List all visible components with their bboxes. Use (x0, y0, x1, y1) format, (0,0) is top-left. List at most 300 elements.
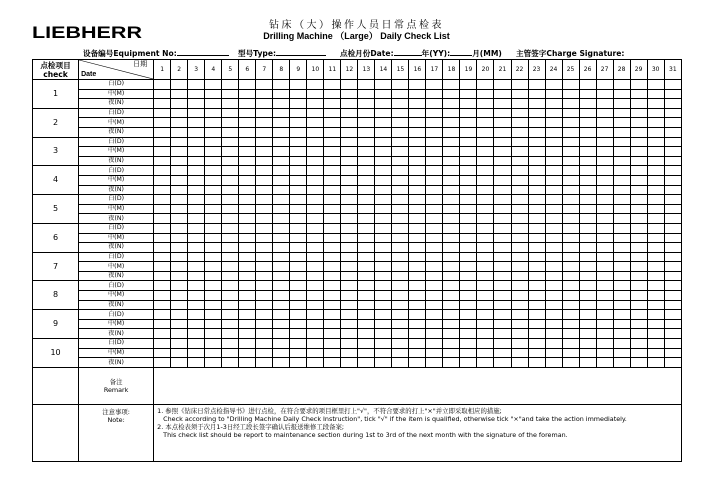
check-cell[interactable] (239, 127, 256, 137)
check-cell[interactable] (324, 204, 341, 214)
check-cell[interactable] (664, 89, 681, 99)
check-cell[interactable] (239, 89, 256, 99)
check-cell[interactable] (613, 214, 630, 224)
check-cell[interactable] (341, 291, 358, 301)
check-cell[interactable] (596, 166, 613, 176)
check-cell[interactable] (307, 233, 324, 243)
check-cell[interactable] (596, 127, 613, 137)
check-cell[interactable] (324, 233, 341, 243)
check-cell[interactable] (341, 348, 358, 358)
check-cell[interactable] (358, 156, 375, 166)
check-cell[interactable] (188, 204, 205, 214)
check-cell[interactable] (307, 271, 324, 281)
check-cell[interactable] (324, 300, 341, 310)
check-cell[interactable] (613, 147, 630, 157)
check-cell[interactable] (579, 319, 596, 329)
check-cell[interactable] (239, 319, 256, 329)
check-cell[interactable] (630, 291, 647, 301)
check-cell[interactable] (664, 156, 681, 166)
check-cell[interactable] (613, 204, 630, 214)
check-cell[interactable] (171, 127, 188, 137)
check-cell[interactable] (528, 137, 545, 147)
check-cell[interactable] (188, 108, 205, 118)
check-cell[interactable] (324, 137, 341, 147)
check-cell[interactable] (579, 118, 596, 128)
check-cell[interactable] (664, 243, 681, 253)
check-cell[interactable] (494, 147, 511, 157)
check-cell[interactable] (528, 204, 545, 214)
check-cell[interactable] (596, 118, 613, 128)
check-cell[interactable] (443, 195, 460, 205)
check-cell[interactable] (375, 137, 392, 147)
check-cell[interactable] (511, 214, 528, 224)
check-cell[interactable] (409, 127, 426, 137)
check-cell[interactable] (613, 118, 630, 128)
check-cell[interactable] (630, 339, 647, 349)
check-cell[interactable] (205, 252, 222, 262)
check-cell[interactable] (171, 204, 188, 214)
check-cell[interactable] (460, 89, 477, 99)
check-cell[interactable] (477, 80, 494, 90)
check-cell[interactable] (409, 137, 426, 147)
check-cell[interactable] (562, 108, 579, 118)
check-cell[interactable] (426, 108, 443, 118)
check-cell[interactable] (545, 310, 562, 320)
check-cell[interactable] (307, 243, 324, 253)
check-cell[interactable] (375, 118, 392, 128)
check-cell[interactable] (341, 195, 358, 205)
check-cell[interactable] (341, 252, 358, 262)
check-cell[interactable] (511, 118, 528, 128)
check-cell[interactable] (630, 271, 647, 281)
check-cell[interactable] (273, 310, 290, 320)
check-cell[interactable] (222, 137, 239, 147)
check-cell[interactable] (426, 233, 443, 243)
check-cell[interactable] (154, 118, 171, 128)
check-cell[interactable] (205, 185, 222, 195)
check-cell[interactable] (375, 108, 392, 118)
check-cell[interactable] (290, 281, 307, 291)
check-cell[interactable] (664, 195, 681, 205)
check-cell[interactable] (392, 319, 409, 329)
check-cell[interactable] (307, 262, 324, 272)
check-cell[interactable] (154, 80, 171, 90)
check-cell[interactable] (239, 214, 256, 224)
check-cell[interactable] (392, 175, 409, 185)
check-cell[interactable] (596, 137, 613, 147)
check-cell[interactable] (222, 223, 239, 233)
check-cell[interactable] (171, 89, 188, 99)
check-cell[interactable] (460, 339, 477, 349)
check-cell[interactable] (664, 329, 681, 339)
check-cell[interactable] (477, 214, 494, 224)
check-cell[interactable] (171, 147, 188, 157)
check-cell[interactable] (375, 262, 392, 272)
check-cell[interactable] (205, 319, 222, 329)
check-cell[interactable] (630, 195, 647, 205)
check-cell[interactable] (205, 358, 222, 368)
check-cell[interactable] (188, 214, 205, 224)
check-cell[interactable] (154, 243, 171, 253)
check-cell[interactable] (528, 195, 545, 205)
check-cell[interactable] (273, 348, 290, 358)
check-cell[interactable] (239, 185, 256, 195)
check-cell[interactable] (392, 185, 409, 195)
check-cell[interactable] (239, 223, 256, 233)
check-cell[interactable] (647, 329, 664, 339)
check-cell[interactable] (579, 223, 596, 233)
check-cell[interactable] (307, 300, 324, 310)
check-cell[interactable] (358, 223, 375, 233)
check-cell[interactable] (613, 223, 630, 233)
check-cell[interactable] (545, 262, 562, 272)
check-cell[interactable] (341, 99, 358, 109)
check-cell[interactable] (443, 291, 460, 301)
check-cell[interactable] (324, 329, 341, 339)
date-blank[interactable] (394, 48, 422, 56)
check-cell[interactable] (358, 271, 375, 281)
check-cell[interactable] (477, 300, 494, 310)
check-cell[interactable] (494, 127, 511, 137)
check-cell[interactable] (273, 319, 290, 329)
check-cell[interactable] (409, 329, 426, 339)
check-cell[interactable] (562, 223, 579, 233)
check-cell[interactable] (511, 291, 528, 301)
check-cell[interactable] (647, 271, 664, 281)
check-cell[interactable] (154, 185, 171, 195)
check-cell[interactable] (358, 127, 375, 137)
check-cell[interactable] (528, 99, 545, 109)
check-cell[interactable] (154, 195, 171, 205)
check-cell[interactable] (324, 214, 341, 224)
check-cell[interactable] (426, 204, 443, 214)
check-cell[interactable] (222, 358, 239, 368)
check-cell[interactable] (477, 118, 494, 128)
check-cell[interactable] (613, 310, 630, 320)
check-cell[interactable] (205, 166, 222, 176)
check-cell[interactable] (188, 252, 205, 262)
check-cell[interactable] (341, 319, 358, 329)
check-cell[interactable] (273, 243, 290, 253)
check-cell[interactable] (188, 233, 205, 243)
check-cell[interactable] (443, 339, 460, 349)
check-cell[interactable] (205, 147, 222, 157)
check-cell[interactable] (511, 156, 528, 166)
check-cell[interactable] (460, 310, 477, 320)
check-cell[interactable] (647, 118, 664, 128)
check-cell[interactable] (171, 233, 188, 243)
check-cell[interactable] (596, 271, 613, 281)
check-cell[interactable] (579, 252, 596, 262)
check-cell[interactable] (205, 223, 222, 233)
check-cell[interactable] (188, 118, 205, 128)
check-cell[interactable] (545, 233, 562, 243)
check-cell[interactable] (664, 300, 681, 310)
check-cell[interactable] (409, 339, 426, 349)
check-cell[interactable] (613, 137, 630, 147)
check-cell[interactable] (630, 185, 647, 195)
check-cell[interactable] (188, 175, 205, 185)
check-cell[interactable] (392, 127, 409, 137)
check-cell[interactable] (647, 319, 664, 329)
check-cell[interactable] (494, 99, 511, 109)
check-cell[interactable] (409, 319, 426, 329)
check-cell[interactable] (426, 118, 443, 128)
check-cell[interactable] (426, 281, 443, 291)
check-cell[interactable] (256, 89, 273, 99)
check-cell[interactable] (205, 291, 222, 301)
check-cell[interactable] (613, 300, 630, 310)
check-cell[interactable] (511, 358, 528, 368)
check-cell[interactable] (443, 252, 460, 262)
check-cell[interactable] (664, 252, 681, 262)
check-cell[interactable] (511, 127, 528, 137)
check-cell[interactable] (511, 137, 528, 147)
remark-input[interactable] (154, 367, 682, 404)
check-cell[interactable] (545, 80, 562, 90)
check-cell[interactable] (426, 223, 443, 233)
check-cell[interactable] (358, 348, 375, 358)
check-cell[interactable] (273, 252, 290, 262)
check-cell[interactable] (528, 329, 545, 339)
check-cell[interactable] (494, 223, 511, 233)
check-cell[interactable] (494, 118, 511, 128)
check-cell[interactable] (460, 127, 477, 137)
check-cell[interactable] (664, 262, 681, 272)
check-cell[interactable] (562, 281, 579, 291)
check-cell[interactable] (154, 175, 171, 185)
check-cell[interactable] (477, 348, 494, 358)
check-cell[interactable] (596, 80, 613, 90)
check-cell[interactable] (307, 204, 324, 214)
check-cell[interactable] (647, 147, 664, 157)
check-cell[interactable] (375, 156, 392, 166)
check-cell[interactable] (358, 214, 375, 224)
check-cell[interactable] (528, 310, 545, 320)
check-cell[interactable] (494, 175, 511, 185)
check-cell[interactable] (256, 214, 273, 224)
check-cell[interactable] (290, 137, 307, 147)
check-cell[interactable] (256, 127, 273, 137)
check-cell[interactable] (222, 204, 239, 214)
check-cell[interactable] (579, 156, 596, 166)
check-cell[interactable] (188, 223, 205, 233)
check-cell[interactable] (647, 339, 664, 349)
check-cell[interactable] (426, 166, 443, 176)
check-cell[interactable] (443, 166, 460, 176)
check-cell[interactable] (613, 281, 630, 291)
check-cell[interactable] (477, 147, 494, 157)
check-cell[interactable] (562, 262, 579, 272)
check-cell[interactable] (205, 339, 222, 349)
check-cell[interactable] (358, 319, 375, 329)
check-cell[interactable] (392, 329, 409, 339)
check-cell[interactable] (494, 108, 511, 118)
check-cell[interactable] (239, 271, 256, 281)
check-cell[interactable] (290, 223, 307, 233)
check-cell[interactable] (409, 348, 426, 358)
check-cell[interactable] (477, 291, 494, 301)
check-cell[interactable] (460, 233, 477, 243)
check-cell[interactable] (528, 300, 545, 310)
check-cell[interactable] (341, 214, 358, 224)
check-cell[interactable] (664, 214, 681, 224)
check-cell[interactable] (409, 99, 426, 109)
check-cell[interactable] (290, 329, 307, 339)
check-cell[interactable] (358, 262, 375, 272)
check-cell[interactable] (545, 147, 562, 157)
check-cell[interactable] (409, 204, 426, 214)
check-cell[interactable] (392, 262, 409, 272)
check-cell[interactable] (273, 118, 290, 128)
check-cell[interactable] (613, 175, 630, 185)
check-cell[interactable] (290, 310, 307, 320)
check-cell[interactable] (528, 243, 545, 253)
check-cell[interactable] (154, 108, 171, 118)
check-cell[interactable] (528, 147, 545, 157)
check-cell[interactable] (205, 80, 222, 90)
check-cell[interactable] (443, 262, 460, 272)
check-cell[interactable] (647, 300, 664, 310)
check-cell[interactable] (188, 156, 205, 166)
check-cell[interactable] (375, 185, 392, 195)
check-cell[interactable] (443, 329, 460, 339)
check-cell[interactable] (494, 185, 511, 195)
check-cell[interactable] (324, 252, 341, 262)
check-cell[interactable] (256, 300, 273, 310)
check-cell[interactable] (545, 175, 562, 185)
check-cell[interactable] (392, 156, 409, 166)
check-cell[interactable] (528, 214, 545, 224)
check-cell[interactable] (443, 80, 460, 90)
check-cell[interactable] (358, 99, 375, 109)
check-cell[interactable] (375, 358, 392, 368)
check-cell[interactable] (392, 271, 409, 281)
check-cell[interactable] (154, 348, 171, 358)
check-cell[interactable] (324, 185, 341, 195)
check-cell[interactable] (460, 252, 477, 262)
check-cell[interactable] (562, 175, 579, 185)
check-cell[interactable] (494, 195, 511, 205)
check-cell[interactable] (375, 339, 392, 349)
check-cell[interactable] (290, 233, 307, 243)
check-cell[interactable] (358, 195, 375, 205)
check-cell[interactable] (494, 310, 511, 320)
check-cell[interactable] (273, 175, 290, 185)
check-cell[interactable] (443, 223, 460, 233)
check-cell[interactable] (664, 127, 681, 137)
check-cell[interactable] (409, 175, 426, 185)
check-cell[interactable] (256, 358, 273, 368)
check-cell[interactable] (154, 156, 171, 166)
check-cell[interactable] (375, 281, 392, 291)
check-cell[interactable] (290, 127, 307, 137)
check-cell[interactable] (256, 223, 273, 233)
check-cell[interactable] (613, 89, 630, 99)
check-cell[interactable] (358, 329, 375, 339)
check-cell[interactable] (562, 118, 579, 128)
check-cell[interactable] (494, 214, 511, 224)
check-cell[interactable] (171, 243, 188, 253)
check-cell[interactable] (647, 127, 664, 137)
check-cell[interactable] (664, 99, 681, 109)
check-cell[interactable] (579, 358, 596, 368)
check-cell[interactable] (358, 80, 375, 90)
check-cell[interactable] (426, 319, 443, 329)
check-cell[interactable] (273, 214, 290, 224)
check-cell[interactable] (358, 147, 375, 157)
check-cell[interactable] (579, 262, 596, 272)
check-cell[interactable] (341, 271, 358, 281)
check-cell[interactable] (154, 204, 171, 214)
check-cell[interactable] (443, 271, 460, 281)
check-cell[interactable] (545, 281, 562, 291)
check-cell[interactable] (664, 339, 681, 349)
check-cell[interactable] (528, 80, 545, 90)
check-cell[interactable] (375, 195, 392, 205)
check-cell[interactable] (205, 233, 222, 243)
check-cell[interactable] (341, 310, 358, 320)
check-cell[interactable] (596, 281, 613, 291)
check-cell[interactable] (188, 339, 205, 349)
check-cell[interactable] (205, 127, 222, 137)
check-cell[interactable] (341, 175, 358, 185)
check-cell[interactable] (443, 89, 460, 99)
check-cell[interactable] (664, 291, 681, 301)
check-cell[interactable] (596, 147, 613, 157)
check-cell[interactable] (494, 252, 511, 262)
check-cell[interactable] (273, 358, 290, 368)
check-cell[interactable] (545, 156, 562, 166)
check-cell[interactable] (528, 185, 545, 195)
check-cell[interactable] (545, 358, 562, 368)
check-cell[interactable] (494, 281, 511, 291)
check-cell[interactable] (647, 252, 664, 262)
check-cell[interactable] (545, 108, 562, 118)
check-cell[interactable] (392, 214, 409, 224)
check-cell[interactable] (443, 204, 460, 214)
check-cell[interactable] (426, 137, 443, 147)
check-cell[interactable] (426, 358, 443, 368)
check-cell[interactable] (222, 262, 239, 272)
check-cell[interactable] (477, 339, 494, 349)
check-cell[interactable] (511, 339, 528, 349)
check-cell[interactable] (460, 262, 477, 272)
check-cell[interactable] (358, 166, 375, 176)
year-blank[interactable] (450, 48, 472, 56)
check-cell[interactable] (273, 204, 290, 214)
check-cell[interactable] (545, 137, 562, 147)
check-cell[interactable] (579, 243, 596, 253)
check-cell[interactable] (596, 99, 613, 109)
check-cell[interactable] (341, 185, 358, 195)
check-cell[interactable] (613, 185, 630, 195)
check-cell[interactable] (273, 281, 290, 291)
check-cell[interactable] (630, 233, 647, 243)
check-cell[interactable] (205, 348, 222, 358)
check-cell[interactable] (273, 291, 290, 301)
check-cell[interactable] (596, 185, 613, 195)
check-cell[interactable] (579, 204, 596, 214)
check-cell[interactable] (375, 310, 392, 320)
check-cell[interactable] (460, 80, 477, 90)
check-cell[interactable] (392, 80, 409, 90)
check-cell[interactable] (511, 252, 528, 262)
check-cell[interactable] (664, 233, 681, 243)
check-cell[interactable] (375, 252, 392, 262)
check-cell[interactable] (205, 137, 222, 147)
check-cell[interactable] (392, 137, 409, 147)
